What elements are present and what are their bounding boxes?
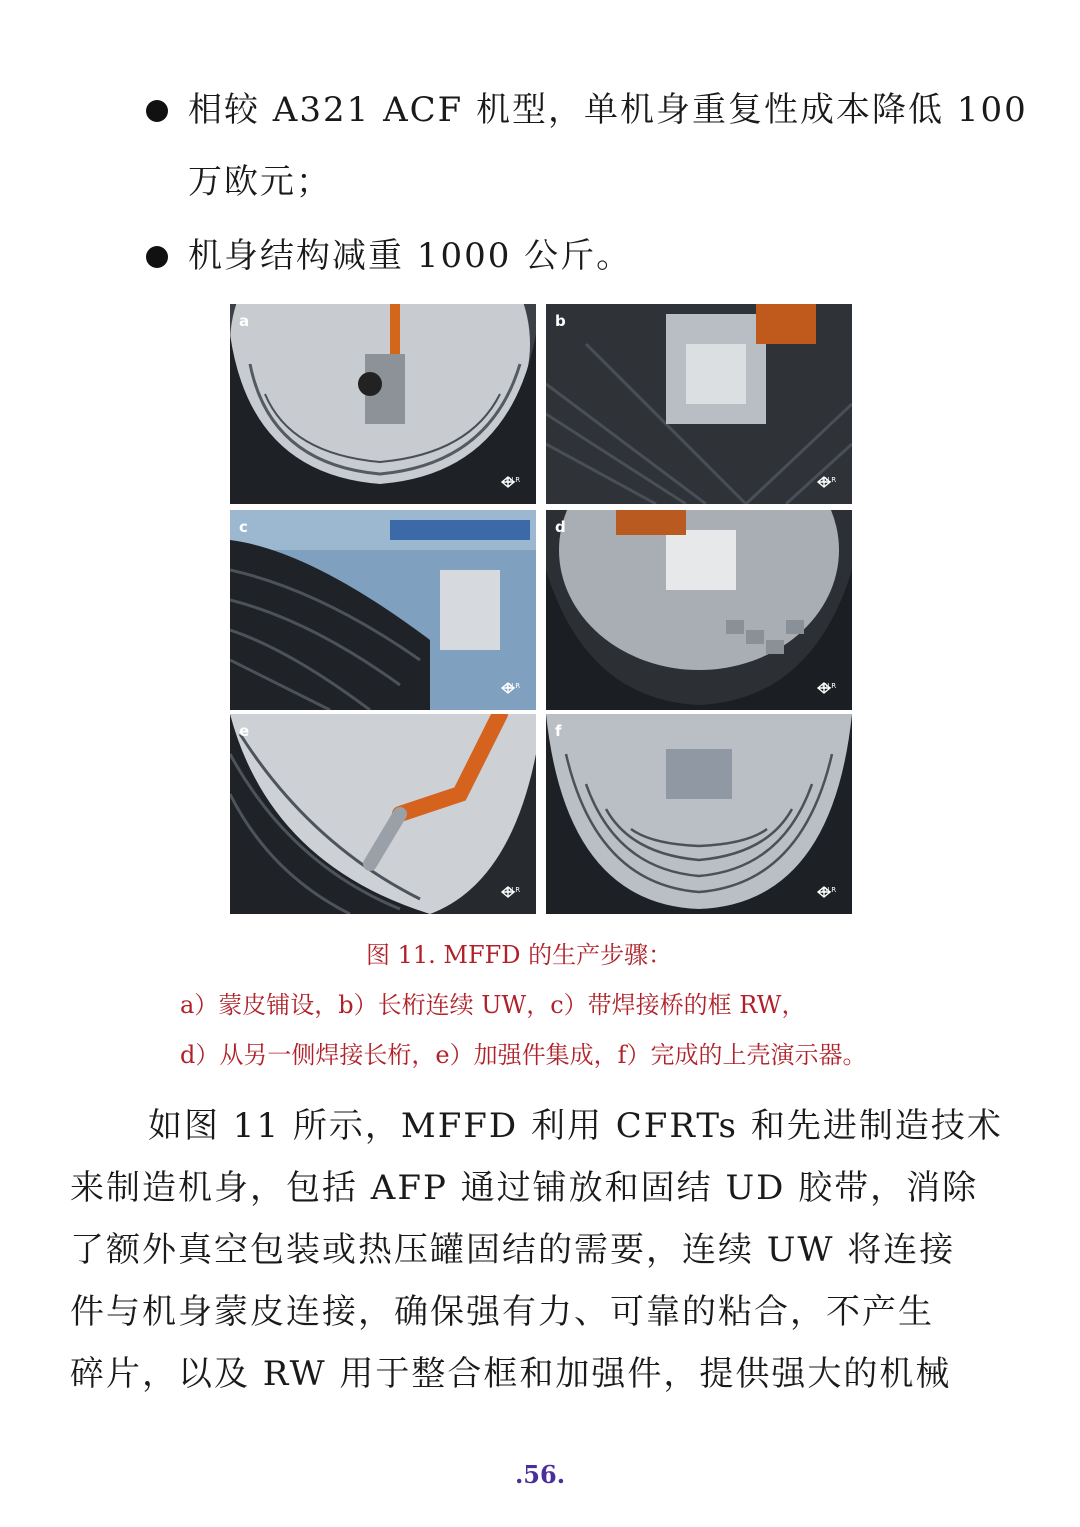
page-number: .56. [514, 1460, 566, 1489]
dlr-icon [816, 476, 832, 488]
dlr-logo: DLR [816, 886, 842, 908]
dlr-icon [816, 886, 832, 898]
panel-label: d [555, 518, 566, 536]
dlr-icon [816, 682, 832, 694]
photo-panel-c [230, 510, 536, 710]
paragraph-line: 碎片，以及 RW 用于整合框和加强件，提供强大的机械 [70, 1354, 952, 1394]
bullet-text: 机身结构减重 1000 公斤。 [188, 236, 633, 276]
panel-label: f [555, 722, 562, 740]
dlr-logo: DLR [500, 476, 526, 498]
photo-panel-a [230, 304, 536, 504]
paragraph-line: 件与机身蒙皮连接，确保强有力、可靠的粘合，不产生 [70, 1292, 934, 1332]
bullet-dot-icon [146, 100, 168, 122]
photo-panel-e [230, 714, 536, 914]
dlr-logo: DLR [500, 886, 526, 908]
photo-panel-d [546, 510, 852, 710]
bullet-text: 相较 A321 ACF 机型，单机身重复性成本降低 100 [188, 90, 1028, 130]
dlr-logo: DLR [816, 476, 842, 498]
paragraph-line: 了额外真空包装或热压罐固结的需要，连续 UW 将连接 [70, 1230, 956, 1270]
panel-label: e [239, 722, 250, 740]
panel-label: c [239, 518, 248, 536]
figure-11 [230, 304, 852, 914]
dlr-logo: DLR [816, 682, 842, 704]
figure-caption-line: d）从另一侧焊接长桁，e）加强件集成，f）完成的上壳演示器。 [180, 1041, 867, 1069]
photo-panel-b [546, 304, 852, 504]
photo-panel-f [546, 714, 852, 914]
panel-label: a [239, 312, 250, 330]
dlr-icon [500, 682, 516, 694]
paragraph-line: 来制造机身，包括 AFP 通过铺放和固结 UD 胶带，消除 [70, 1168, 979, 1208]
figure-caption-line: a）蒙皮铺设，b）长桁连续 UW，c）带焊接桥的框 RW， [180, 991, 806, 1019]
bullet-dot-icon [146, 246, 168, 268]
dlr-icon [500, 476, 516, 488]
dlr-logo: DLR [500, 682, 526, 704]
dlr-icon [500, 886, 516, 898]
panel-label: b [555, 312, 566, 330]
paragraph-line: 如图 11 所示，MFFD 利用 CFRTs 和先进制造技术 [148, 1106, 1003, 1146]
figure-caption-title: 图 11. MFFD 的生产步骤： [366, 941, 673, 969]
bullet-text-continued: 万欧元； [188, 162, 332, 202]
